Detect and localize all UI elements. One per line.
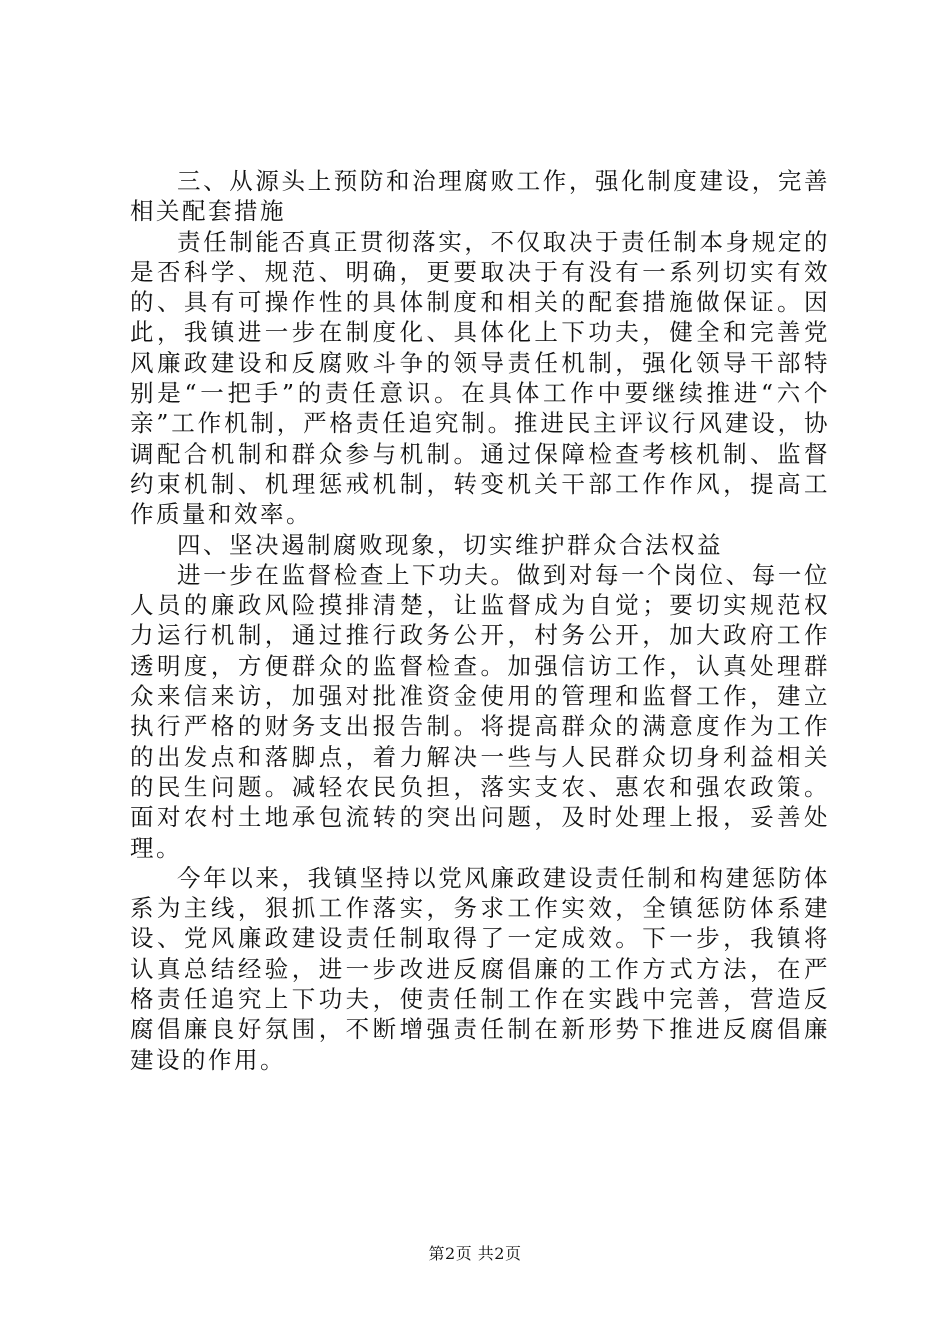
section-heading-3: 三、从源头上预防和治理腐败工作，强化制度建设，完善相关配套措施 (130, 167, 830, 226)
paragraph-responsibility-system: 责任制能否真正贯彻落实，不仅取决于责任制本身规定的是否科学、规范、明确，更要取决于有没有一系列切实有效的、具有可操作性的具体制度和相关的配套措施做保证。因此，我镇进一步在制度化、具体化上下功夫，健全和完善党风廉政建设和反腐败斗争的领导责任机制，强化领导干部特别是“一把手”的责任意识。在具体工作中要继续推进“六个亲”工作机制，严格责任追究制。推进民主评议行风建设，协调配合机制和群众参与机制。通过保障检查考核机制、监督约束机制、机理惩戒机制，转变机关干部工作作风，提高工作质量和效率。 (130, 227, 830, 529)
page-footer: 第2页 共2页 (428, 1244, 522, 1263)
section-heading-4: 四、坚决遏制腐败现象，切实维护群众合法权益 (177, 530, 723, 559)
paragraph-summary: 今年以来，我镇坚持以党风廉政建设责任制和构建惩防体系为主线，狠抓工作落实，务求工作实效，全镇惩防体系建设、党风廉政建设责任制取得了一定成效。下一步，我镇将认真总结经验，进一步改进反腐倡廉的工作方式方法，在严格责任追究上下功夫，使责任制工作在实践中完善，营造反腐倡廉良好氛围，不断增强责任制在新形势下推进反腐倡廉建设的作用。 (130, 863, 830, 1074)
paragraph-supervision: 进一步在监督检查上下功夫。做到对每一个岗位、每一位人员的廉政风险摸排清楚，让监督成为自觉；要切实规范权力运行机制，通过推行政务公开，村务公开，加大政府工作透明度，方便群众的监督检查。加强信访工作，认真处理群众来信来访，加强对批准资金使用的管理和监督工作，建立执行严格的财务支出报告制。将提高群众的满意度作为工作的出发点和落脚点，着力解决一些与人民群众切身利益相关的民生问题。减轻农民负担，落实支农、惠农和强农政策。面对农村土地承包流转的突出问题，及时处理上报，妥善处理。 (130, 560, 830, 862)
document-body (130, 166, 830, 1075)
